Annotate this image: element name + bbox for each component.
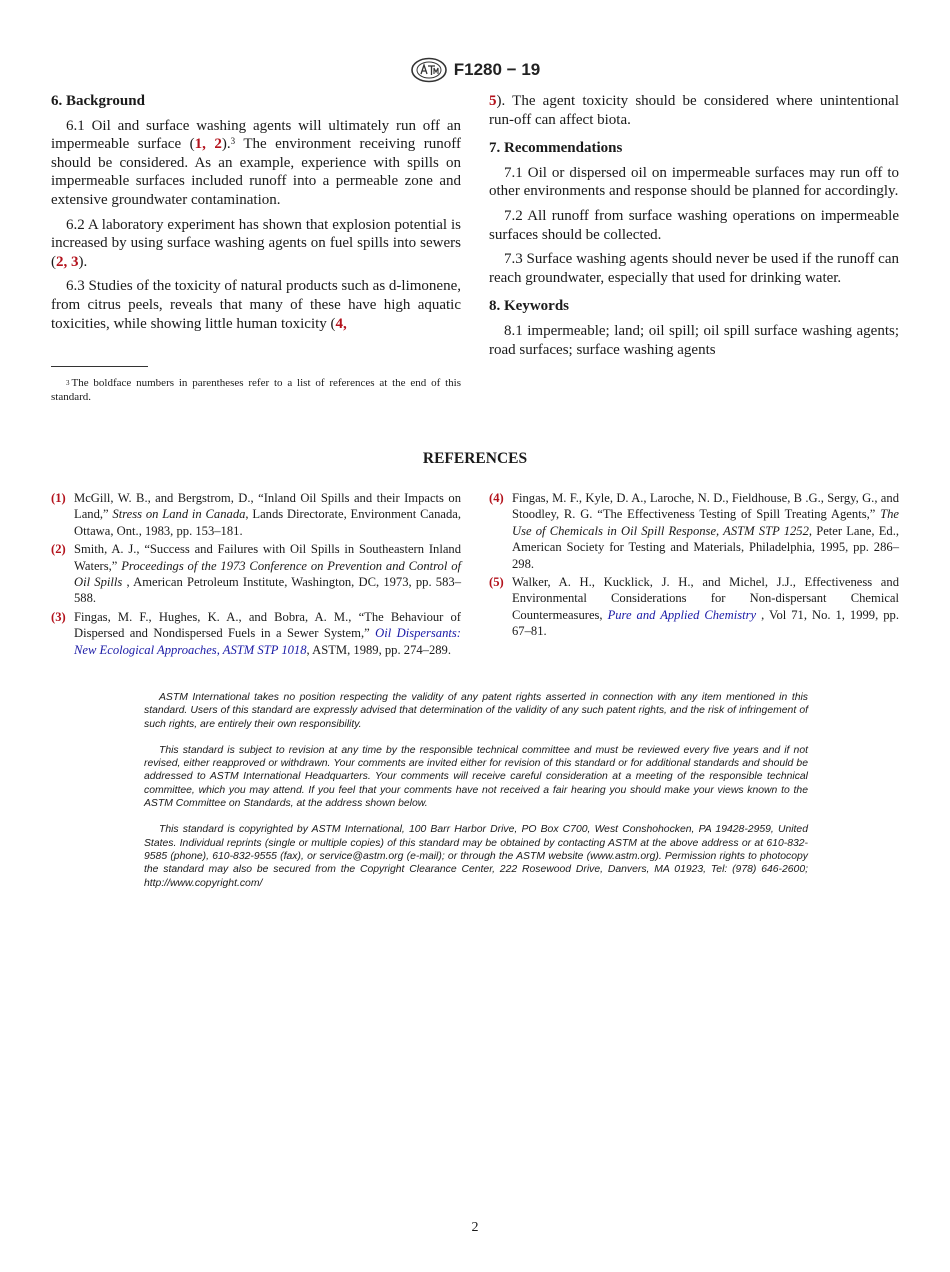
paragraph-6-3: 6.3 Studies of the toxicity of natural products such as d-limonene, from citrus peels, reveals that many of these have high aquatic toxicities, while showing little human toxicity (4, — [51, 278, 461, 332]
references-title: REFERENCES — [422, 450, 528, 467]
left-column — [51, 92, 461, 339]
paragraph-7-3: 7.3 Surface washing agents should never be used if the runoff can reach groundwater, especially that used for drinking water. — [489, 251, 899, 286]
reference-number: (5) — [489, 575, 504, 590]
reference-link[interactable]: Oil Dispersants: New Ecological Approaches, ASTM STP 1018 — [74, 626, 461, 657]
paragraph-6-3-continued: 5). The agent toxicity should be considered where unintentional run-off can affect biota. — [489, 93, 899, 128]
patent-notice: ASTM International takes no position respecting the validity of any patent rights asserted in connection with any item mentioned in this standard. Users of this standard are expressly advised that determination of the validity of any such patent rights, and the risk of infringement of such rights, are entirely their own responsibility. — [144, 692, 808, 730]
paragraph-7-2: 7.2 All runoff from surface washing operations on impermeable surfaces should be collected. — [489, 207, 899, 243]
paragraph-7-1: 7.1 Oil or dispersed oil on impermeable surfaces may run off to other environments and response should be planned for accordingly. — [489, 164, 899, 200]
paragraph-6-2: 6.2 A laboratory experiment has shown that explosion potential is increased by using surface washing agents on fuel spills into sewers (2, 3). — [51, 216, 461, 270]
reference-item: (3) Fingas, M. F., Hughes, K. A., and Bobra, A. M., “The Behaviour of Dispersed and Nondispersed Fuels in a Sewer System,” Oil Dispersants: New Ecological Approaches, ASTM STP 1018, ASTM, 1989, pp. 274–289. — [51, 609, 461, 657]
ref-link-5[interactable]: 5 — [489, 93, 497, 109]
section-7-heading: 7. Recommendations — [489, 140, 623, 157]
astm-logo-icon — [410, 57, 448, 83]
paragraph-8-1: 8.1 impermeable; land; oil spill; oil spill surface washing agents; road surfaces; surface washing agents — [489, 322, 899, 358]
page-header — [0, 55, 950, 85]
ref-link-2[interactable]: 2 — [56, 253, 64, 270]
section-6-heading: 6. Background — [51, 93, 145, 109]
reference-number: (4) — [489, 491, 504, 505]
reference-item: (1) McGill, W. B., and Bergstrom, D., “Inland Oil Spills and their Impacts on Land,” Stress on Land in Canada, Lands Directorate, Environment Canada, Ottawa, Ont., 1983, pp. 153–181. — [51, 491, 462, 538]
footnote-marker[interactable]: 3 — [230, 136, 236, 147]
footnote — [51, 376, 461, 404]
legal-notices — [144, 691, 808, 903]
reference-number: (3) — [51, 609, 66, 624]
ref-link-1[interactable]: 1 — [194, 136, 203, 153]
reference-item: (5) Walker, A. H., Kucklick, J. H., and Michel, J.J., Effectiveness and Environmental Considerations for Non-dispersant Chemical Countermeasures, Pure and Applied Chemistry , Vol 71, No. 1, 1999, pp. 67–81. — [489, 575, 899, 639]
revision-notice: This standard is subject to revision at any time by the responsible technical committee and must be reviewed every five years and if not revised, either reapproved or withdrawn. Your comments are invited either for revision of this standard or for additional standards and should be addressed to ASTM International Headquarters. Your comments will receive careful consideration at a meeting of the responsible technical committee, which you may attend. If you feel that your comments have not received a fair hearing you should make your views known to the ASTM Committee on Standards, at the address shown below. — [144, 744, 808, 810]
page-number: 2 — [471, 1220, 479, 1235]
reference-number: (2) — [51, 542, 66, 557]
footnote-number: 3 — [66, 379, 70, 387]
copyright-notice: This standard is copyrighted by ASTM International, 100 Barr Harbor Drive, PO Box C700, West Conshohocken, PA 19428-2959, United States. Individual reprints (single or multiple copies) of this standard may be obtained by contacting ASTM at the above address or at 610-832-9585 (phone), 610-832-9555 (fax), or service@astm.org (e-mail); or through the ASTM website (www.astm.org). Permission rights to photocopy the standard may also be secured from the Copyright Clearance Center, 222 Rosewood Drive, Danvers, MA 01923, Tel: (978) 646-2600; http://www.copyright.com/ — [144, 824, 808, 889]
ref-link-3[interactable]: 3 — [71, 253, 79, 270]
section-8-heading: 8. Keywords — [489, 298, 569, 315]
footnote-text: The boldface numbers in parentheses refer to a list of references at the end of this standard. — [51, 377, 461, 403]
references-right — [489, 490, 899, 642]
references-left — [51, 490, 461, 660]
ref-link-4[interactable]: 4 — [335, 315, 344, 332]
reference-item: (4) Fingas, M. F., Kyle, D. A., Laroche, N. D., Fieldhouse, B .G., Sergy, G., and Stoodley, R. G. “The Effectiveness Testing of Spill Treating Agents,” The Use of Chemicals in Oil Spill Response, ASTM STP 1252, Peter Lane, Ed., American Society for Testing and Materials, Philadelphia, 1995, pp. 286–298. — [489, 491, 899, 571]
reference-item: (2) Smith, A. J., “Success and Failures with Oil Spills in Southeastern Inland Waters,” Proceedings of the 1973 Conference on Prevention and Control of Oil Spills , American Petroleum Institute, Washington, DC, 1973, pp. 583–588. — [51, 542, 461, 606]
paragraph-6-1: 6.1 Oil and surface washing agents will ultimately run off an impermeable surface (1, 2).$^3$ The environment receiving runoff should be considered. As an example, experience with spills on impermeable surfaces included runoff into a permeable zone and extensive groundwater contamination. — [51, 117, 462, 208]
standard-designation: F1280 − 19 — [453, 60, 541, 79]
footnote-rule — [51, 366, 148, 367]
right-column — [489, 92, 899, 365]
ref-link-2[interactable]: 2 — [214, 136, 222, 153]
reference-number: (1) — [51, 491, 66, 505]
reference-link[interactable]: Pure and Applied Chemistry — [607, 607, 757, 622]
